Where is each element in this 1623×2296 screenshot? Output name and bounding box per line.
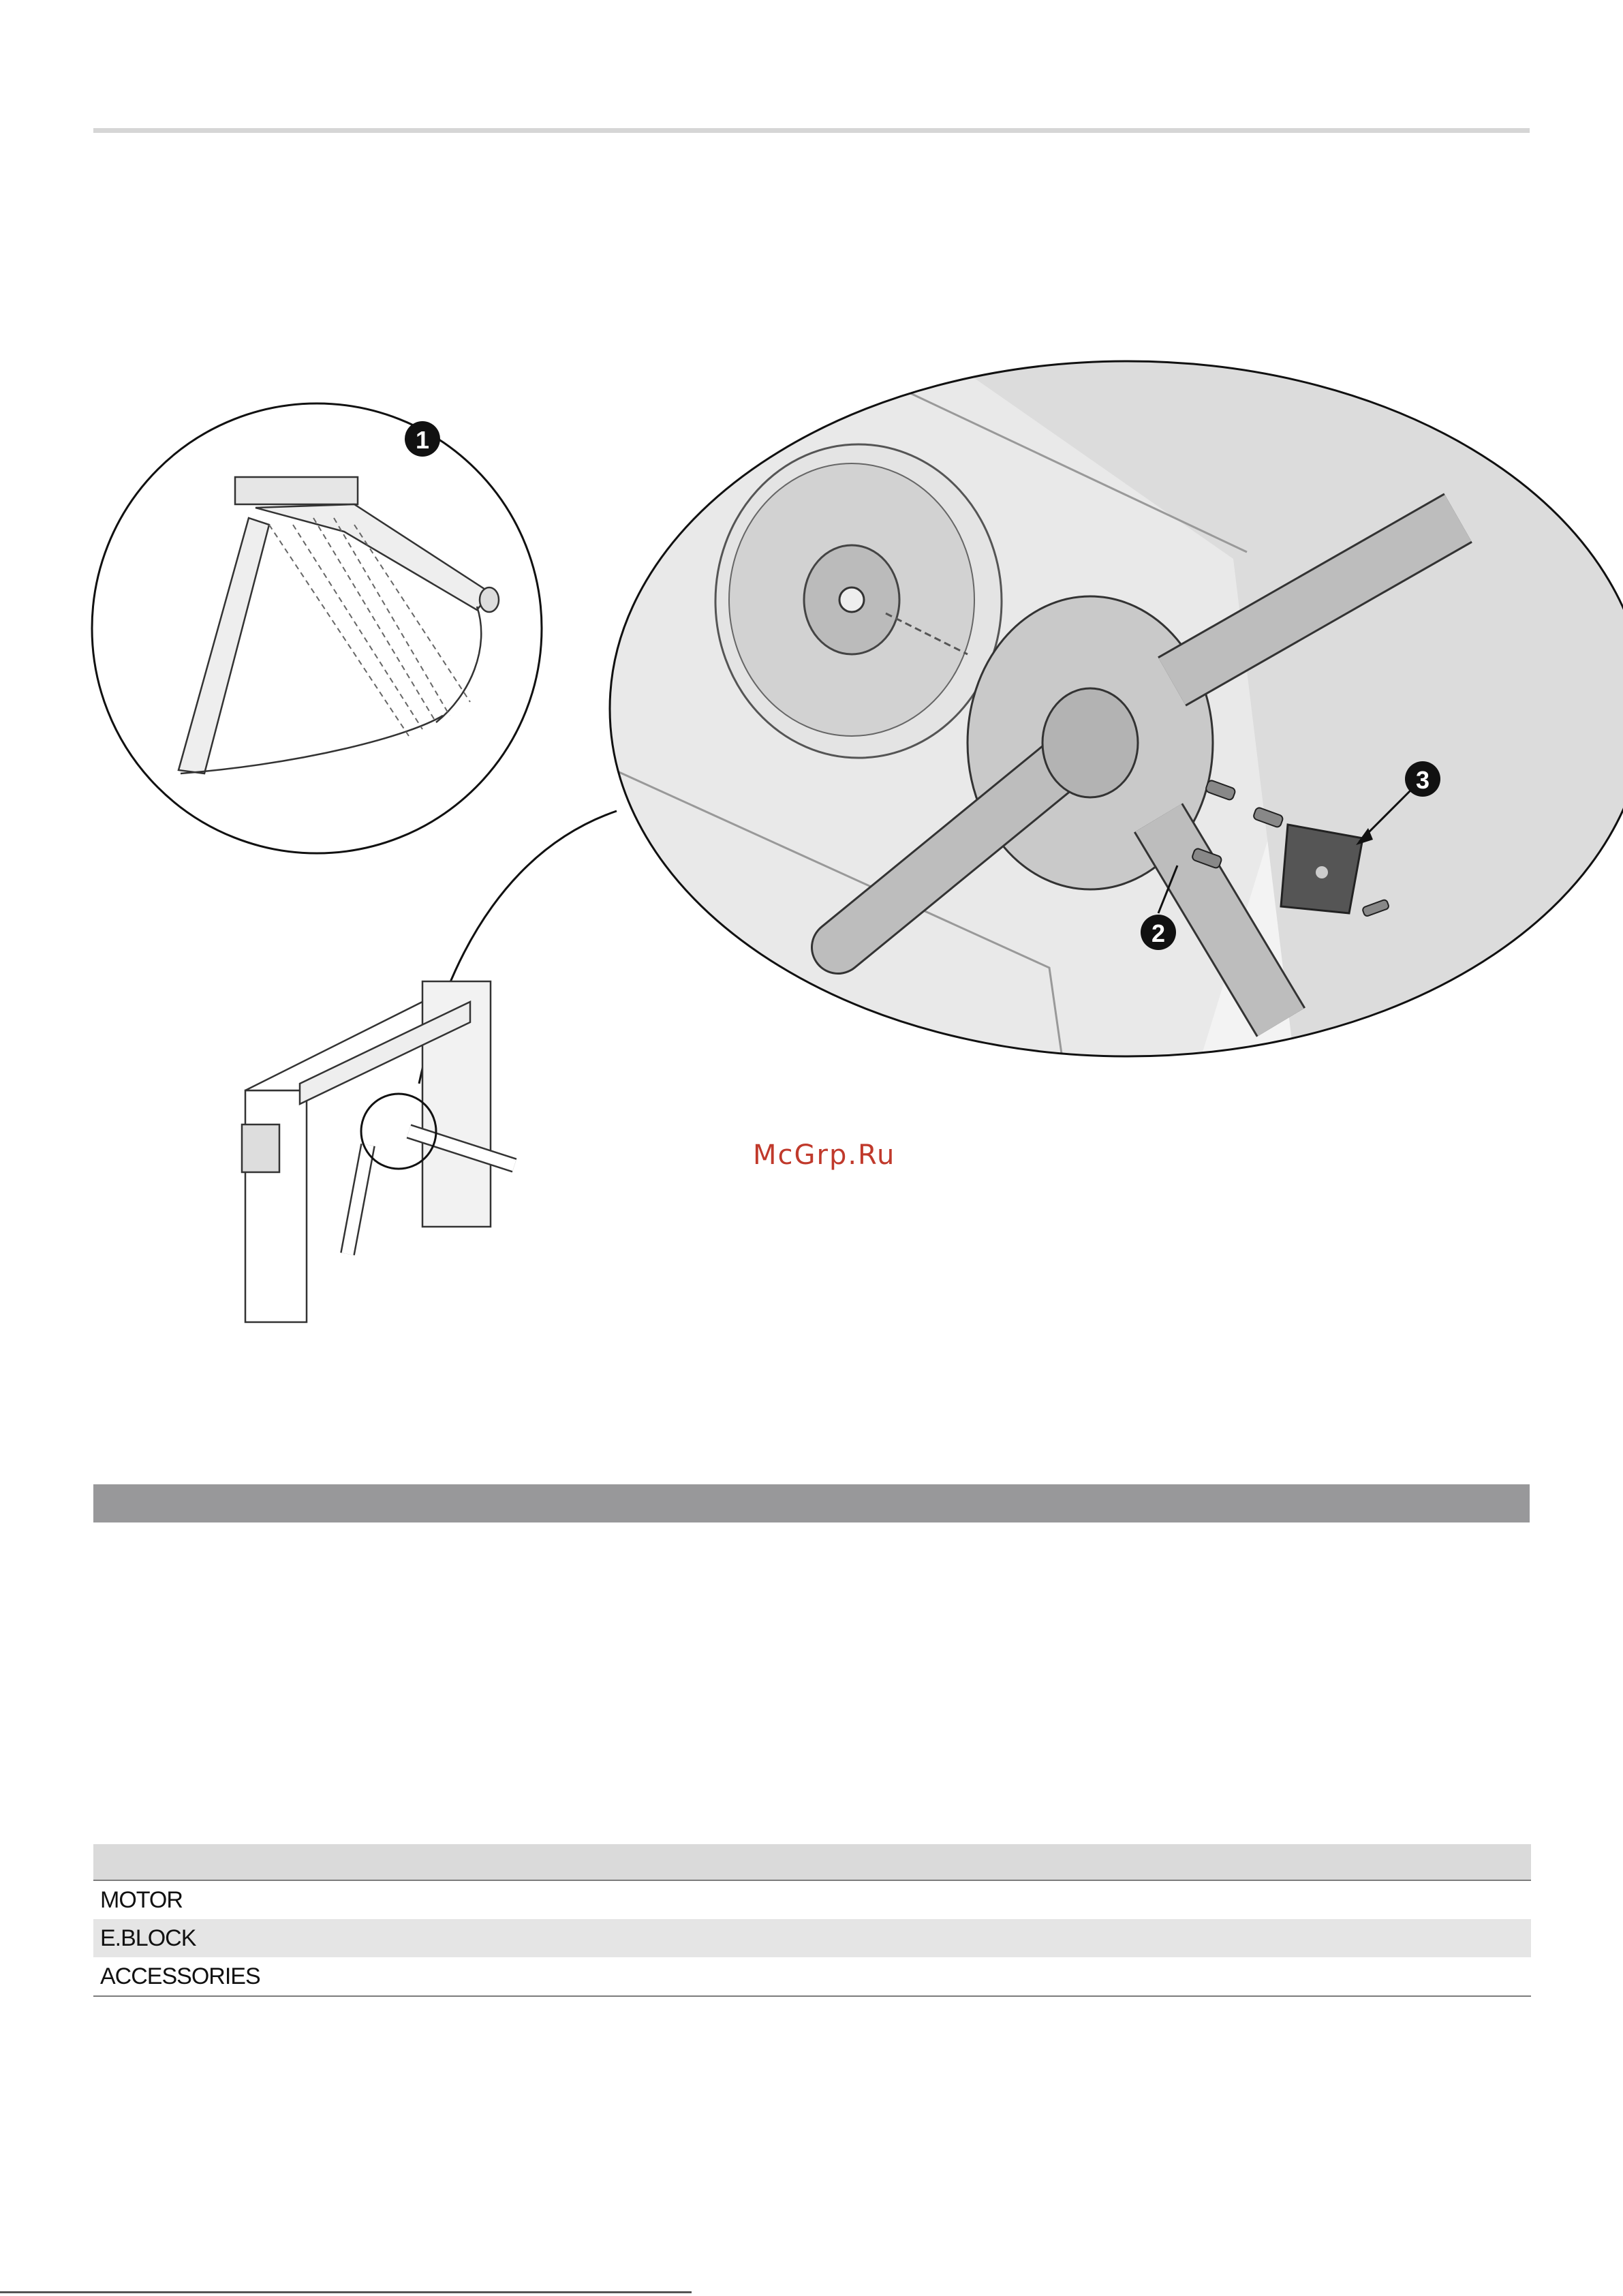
footer-rule bbox=[0, 2291, 692, 2293]
parts-table bbox=[93, 1844, 1531, 1997]
table-row-motor: MOTOR bbox=[100, 1886, 183, 1913]
table-header bbox=[93, 1844, 1531, 1881]
table-row-accessories: ACCESSORIES bbox=[93, 1957, 1531, 1997]
turnstile-frame-overview bbox=[242, 981, 514, 1322]
hub-detail-circle bbox=[600, 341, 1623, 1063]
swing-detail-circle bbox=[92, 403, 542, 853]
table-row-eblock: E.BLOCK bbox=[93, 1919, 1531, 1957]
svg-text:2: 2 bbox=[1151, 919, 1166, 947]
callout-1-badge bbox=[405, 421, 440, 457]
watermark: McGrp.Ru bbox=[753, 1139, 896, 1171]
section-header-bar bbox=[93, 1484, 1530, 1522]
svg-text:1: 1 bbox=[415, 426, 430, 454]
svg-text:3: 3 bbox=[1415, 766, 1430, 794]
